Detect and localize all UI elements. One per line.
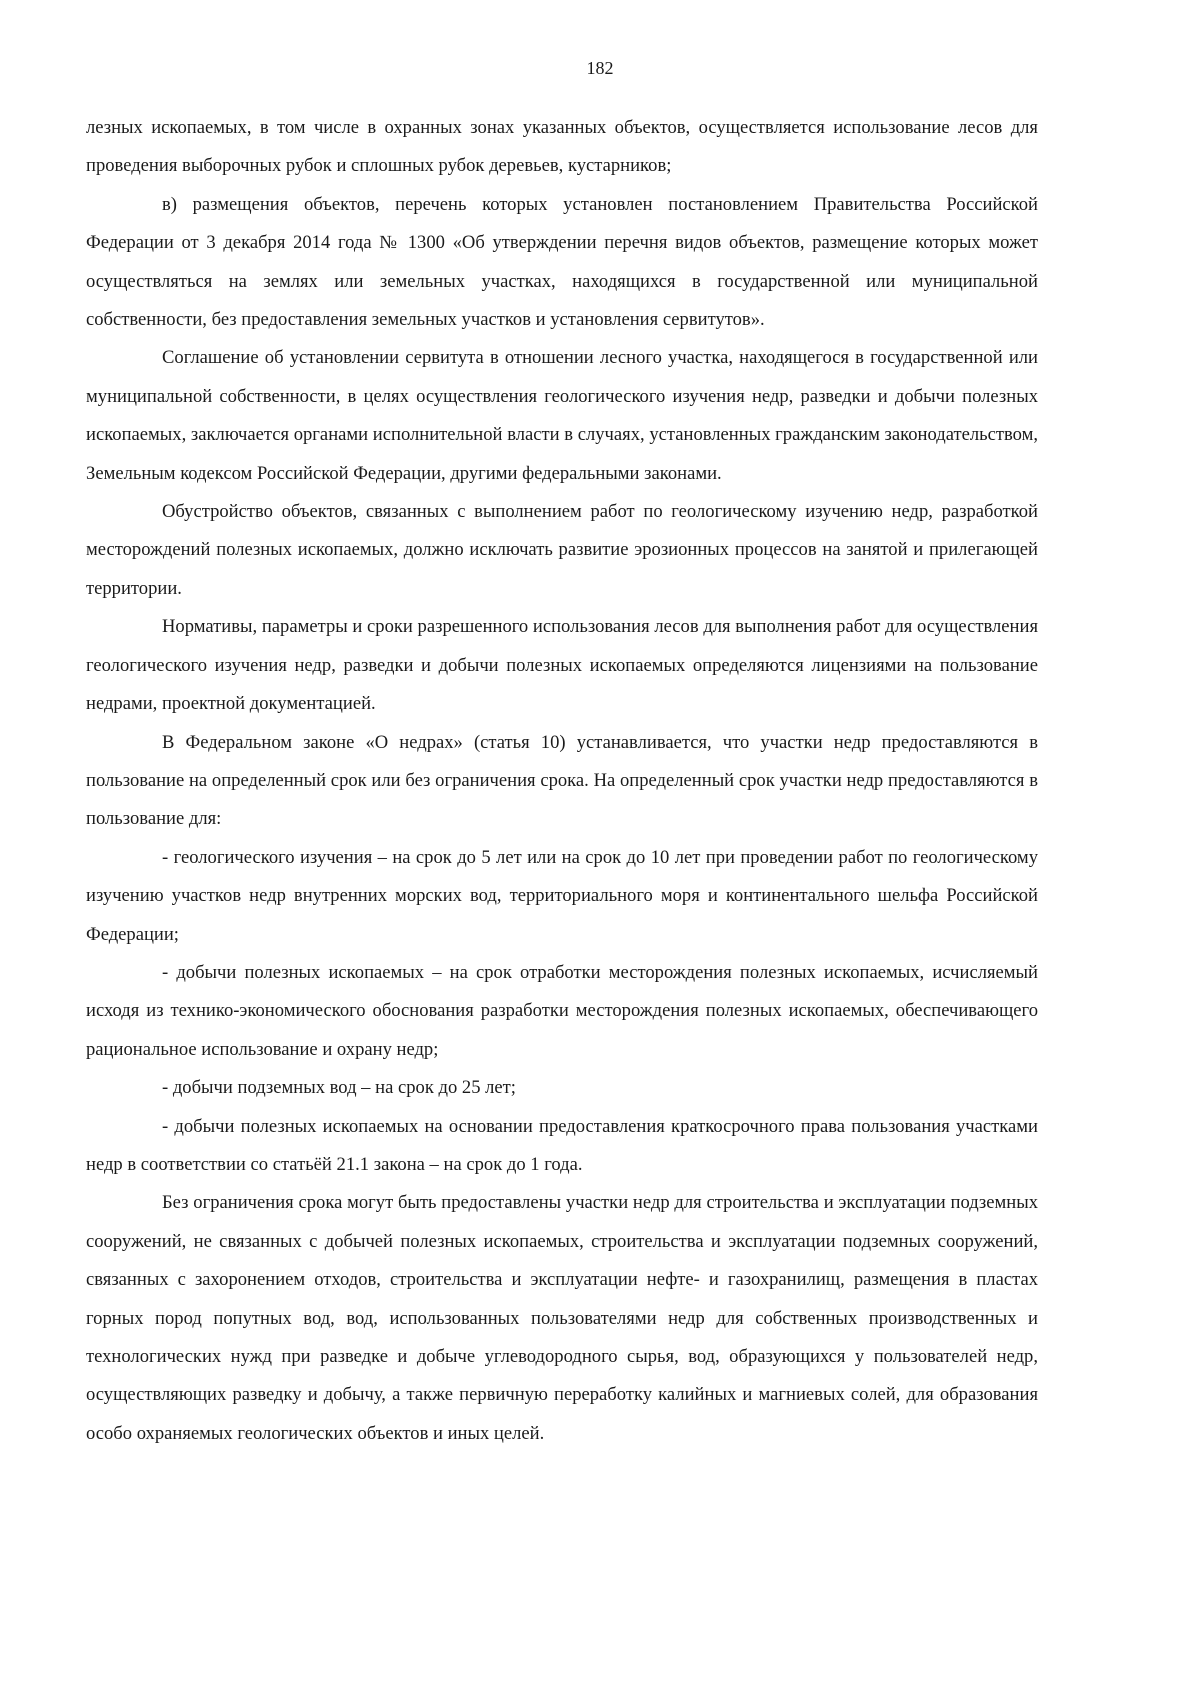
paragraph: в) размещения объектов, перечень которых установлен постановлением Правительства Российской Федерации от 3 декабря 2014 года № 1300 «Об утверждении перечня видов объектов, размещение которых может осуществляться на землях или земельных участках, находящихся в государственной или муниципальной собственности, без предоставления земельных участков и установления сервитутов». [86,193,1038,331]
page-number: 182 [586,58,614,78]
document-body [86,109,1038,1453]
paragraph: Соглашение об установлении сервитута в отношении лесного участка, находящегося в государственной или муниципальной собственности, в целях осуществления геологического изучения недр, разведки и добычи полезных ископаемых, заключается органами исполнительной власти в случаях, установленных гражданским законодательством, Земельным кодексом Российской Федерации, другими федеральными законами. [86,347,1038,484]
paragraph: Обустройство объектов, связанных с выполнением работ по геологическому изучению недр, разработкой месторождений полезных ископаемых, должно исключать развитие эрозионных процессов на занятой и прилегающей территории. [86,501,1038,599]
paragraph: Нормативы, параметры и сроки разрешенного использования лесов для выполнения работ для осуществления геологического изучения недр, разведки и добычи полезных ископаемых определяются лицензиями на пользование недрами, проектной документацией. [86,616,1038,715]
list-item: - добычи полезных ископаемых на основании предоставления краткосрочного права пользования участками недр в соответствии со статьёй 21.1 закона – на срок до 1 года. [86,1115,1038,1175]
list-item: - добычи подземных вод – на срок до 25 лет; [162,1077,516,1099]
paragraph: лезных ископаемых, в том числе в охранных зонах указанных объектов, осуществляется использование лесов для проведения выборочных рубок и сплошных рубок деревьев, кустарников; [86,117,1038,177]
list-item: - добычи полезных ископаемых – на срок отработки месторождения полезных ископаемых, исчисляемый исходя из технико-экономического обоснования разработки месторождения полезных ископаемых, обеспечивающего рациональное использование и охрану недр; [86,961,1038,1060]
paragraph: В Федеральном законе «О недрах» (статья 10) устанавливается, что участки недр предоставляются в пользование на определенный срок или без ограничения срока. На определенный срок участки недр предоставляются в пользование для: [86,731,1038,830]
list-item: - геологического изучения – на срок до 5 лет или на срок до 10 лет при проведении работ по геологическому изучению участков недр внутренних морских вод, территориального моря и континентального шельфа Российской Федерации; [86,846,1038,945]
paragraph: Без ограничения срока могут быть предоставлены участки недр для строительства и эксплуатации подземных сооружений, не связанных с добычей полезных ископаемых, строительства и эксплуатации подземных сооружений, связанных с захоронением отходов, строительства и эксплуатации нефте- и газохранилищ, размещения в пластах горных пород попутных вод, вод, использованных пользователями недр для собственных производственных и технологических нужд при разведке и добыче углеводородного сырья, вод, образующихся у пользователей недр, осуществляющих разведку и добычу, а также первичную переработку калийных и магниевых солей, для образования особо охраняемых геологических объектов и иных целей. [86,1192,1038,1444]
